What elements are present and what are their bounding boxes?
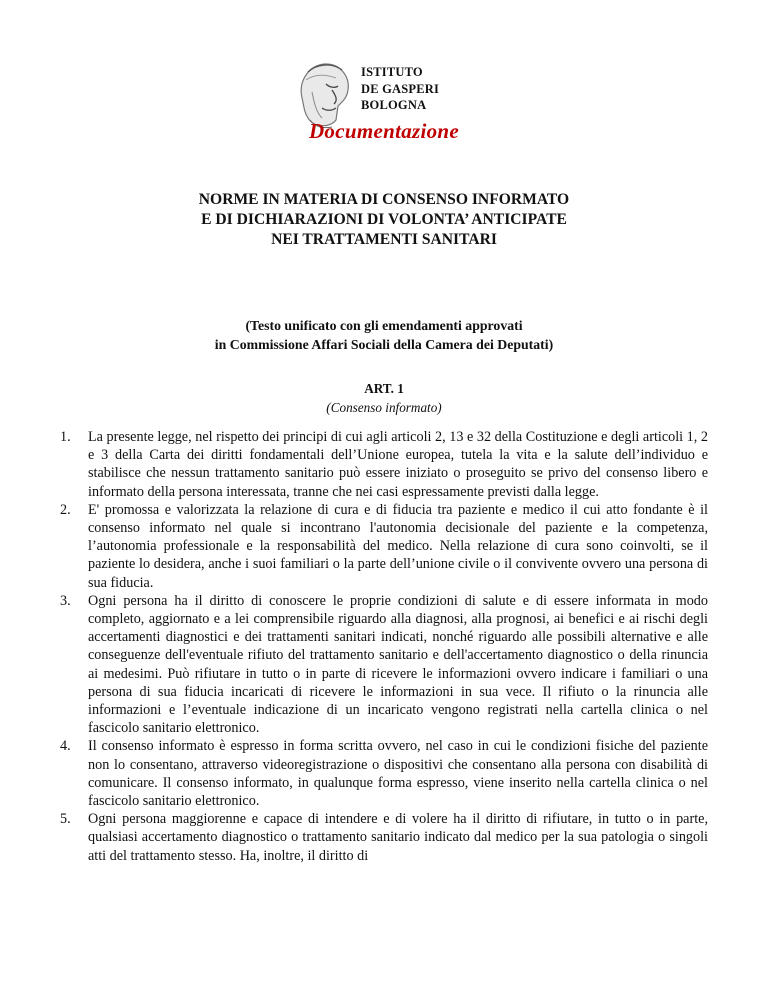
article-paragraphs [60, 428, 708, 865]
paragraph-text: La presente legge, nel rispetto dei principi di cui agli articoli 2, 13 e 32 della Costituzione e degli articoli 1, 2 e 3 della Carta dei diritti fondamentali dell’Unione europea, tutela la vita e la salute dell’individuo e stabilisce che nessun trattamento sanitario può essere iniziato o proseguito se privo del consenso libero e informato della persona interessata, tranne che nei casi espressamente previsti dalla legge. [88, 429, 708, 500]
paragraph-number: 1. [60, 429, 71, 445]
paragraph-text: Il consenso informato è espresso in forma scritta ovvero, nel caso in cui le condizioni fisiche del paziente non lo consentano, attraverso videoregistrazione o dispositivi che consentano alla persona con disabilità di comunicare. Il consenso informato, in qualunque forma espresso, viene inserito nella cartella clinica o nel fascicolo sanitario elettronico. [88, 738, 708, 810]
document-title [0, 190, 768, 250]
paragraph-number: 4. [60, 738, 71, 755]
institute-line: BOLOGNA [361, 98, 427, 112]
paragraph [60, 737, 708, 810]
section-label: Documentazione [308, 119, 460, 143]
paragraph-text: Ogni persona ha il diritto di conoscere le proprie condizioni di salute e di essere informata in modo completo, aggiornato e a lei comprensibile riguardo alla diagnosi, alla prognosi, ai benefici e ai rischi degli accertamenti diagnostici e dei trattamenti sanitari indicati, nonché riguardo alle possibili alternative e alle conseguenze dell'eventuale rifiuto del trattamento sanitario e dell'accertamento diagnostico o della rinuncia ai medesimi. Può rifiutare in tutto o in parte di ricevere le informazioni ovvero indicare i familiari o una persona di sua fiducia incaricati di ricevere le informazioni in sua vece. Il rifiuto o la rinuncia alle informazioni e l’eventuale indicazione di un incaricato vengono registrati nella cartella clinica o nel fascicolo sanitario elettronico. [88, 592, 708, 737]
title-line: NORME IN MATERIA DI CONSENSO INFORMATO [198, 191, 570, 208]
title-line: NEI TRATTAMENTI SANITARI [271, 231, 497, 248]
paragraph-number: 3. [60, 592, 71, 609]
document-header [0, 0, 768, 150]
paragraph-text: E' promossa e valorizzata la relazione di cura e di fiducia tra paziente e medico il cui atto fondante è il consenso informato nel quale si incontrano l'autonomia decisionale del paziente e la competenza, l’autonomia professionale e la responsabilità del medico. Nella relazione di cura sono coinvolti, se il paziente lo desidera, anche i suoi familiari o la parte dell’unione civile o il convivente ovvero una persona di sua fiducia. [88, 501, 708, 591]
paragraph-number: 2. [60, 501, 71, 518]
institute-name [361, 64, 439, 114]
paragraph [60, 501, 708, 592]
paragraph [60, 810, 708, 865]
paragraph-text: Ogni persona maggiorenne e capace di intendere e di volere ha il diritto di rifiutare, in tutto o in parte, qualsiasi accertamento diagnostico o trattamento sanitario indicato dal medico per la sua patologia o singoli atti del trattamento stesso. Ha, inoltre, il diritto di [88, 811, 708, 864]
institute-line: ISTITUTO [361, 65, 423, 79]
subtitle-line: in Commissione Affari Sociali della Camera dei Deputati) [214, 337, 554, 352]
paragraph [60, 428, 708, 501]
title-line: E DI DICHIARAZIONI DI VOLONTA’ ANTICIPATE [201, 211, 567, 228]
institute-line: DE GASPERI [361, 81, 440, 96]
article-heading: ART. 1 [364, 381, 404, 396]
subtitle-line: (Testo unificato con gli emendamenti approvati [245, 318, 523, 333]
document-subtitle [0, 316, 768, 354]
article-subheading: (Consenso informato) [326, 400, 442, 415]
paragraph-number: 5. [60, 811, 71, 828]
paragraph [60, 592, 708, 738]
